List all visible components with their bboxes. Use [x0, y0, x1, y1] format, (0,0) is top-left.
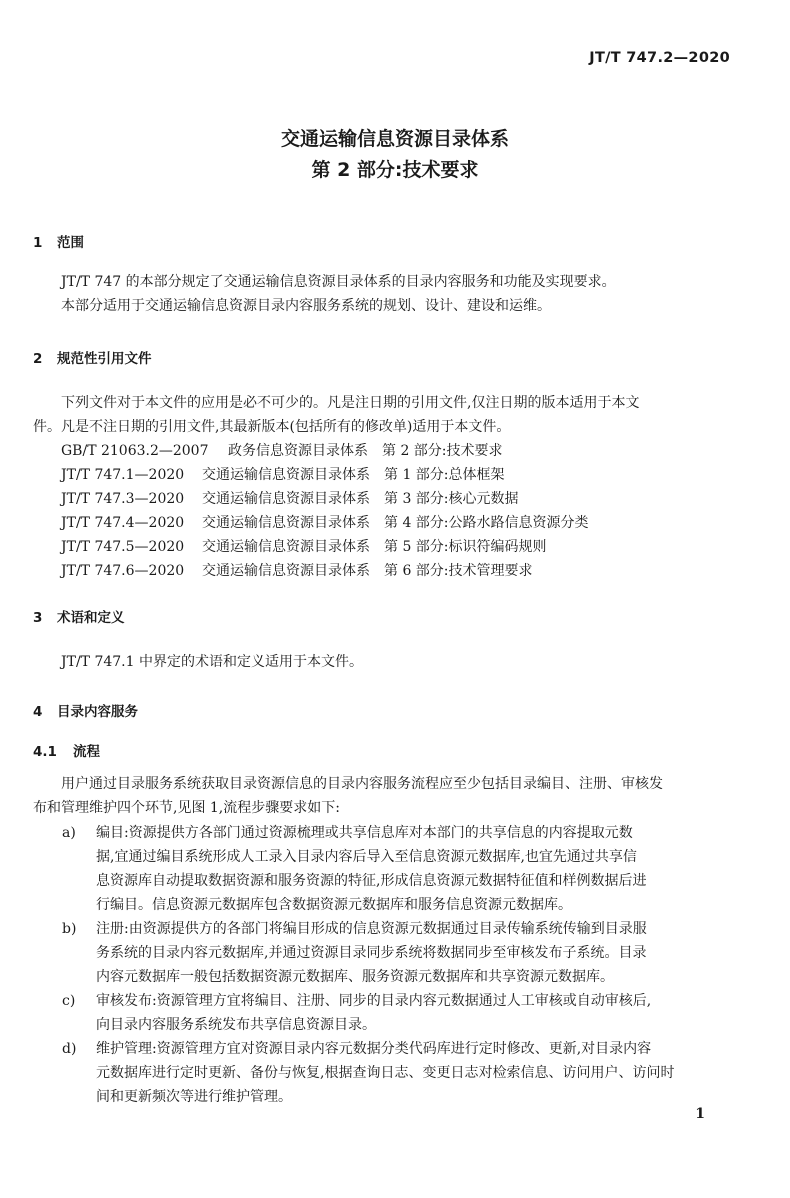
section-number: 1 [33, 235, 43, 251]
process-step-a [62, 821, 742, 917]
reference-item [61, 463, 505, 487]
list-line: 编目:资源提供方各部门通过资源梳理或共享信息库对本部门的共享信息的内容提取元数 [96, 825, 633, 841]
title-line-2: 第 2 部分:技术要求 [311, 159, 479, 181]
reference-item [61, 487, 519, 511]
reference-code: GB/T 21063.2—2007 [61, 443, 209, 459]
reference-item [61, 439, 503, 463]
list-line: 维护管理:资源管理方宜对资源目录内容元数据分类代码库进行定时修改、更新,对目录内容 [96, 1041, 652, 1057]
reference-item [61, 535, 547, 559]
subsection-title: 流程 [73, 744, 100, 760]
process-step-b [62, 917, 742, 989]
section-1-heading [33, 231, 84, 251]
list-label: c) [62, 993, 76, 1009]
scope-paragraph-2: 本部分适用于交通运输信息资源目录内容服务系统的规划、设计、建设和运维。 [61, 298, 551, 314]
list-line: 内容元数据库一般包括数据资源元数据库、服务资源元数据库和共享资源元数据库。 [96, 969, 614, 985]
process-paragraph-line-2: 布和管理维护四个环节,见图 1,流程步骤要求如下: [33, 800, 340, 816]
list-line: 元数据库进行定时更新、备份与恢复,根据查询日志、变更日志对检索信息、访问用户、访问时 [96, 1065, 675, 1081]
list-label: a) [62, 825, 76, 841]
reference-code: JT/T 747.6—2020 [61, 563, 185, 579]
list-label: d) [62, 1041, 77, 1057]
list-label: b) [62, 921, 77, 937]
section-title: 术语和定义 [57, 610, 125, 626]
section-3-heading [33, 606, 125, 626]
reference-title: 交通运输信息资源目录体系 第 4 部分:公路水路信息资源分类 [202, 515, 589, 531]
document-title [0, 124, 790, 186]
reference-code: JT/T 747.1—2020 [61, 467, 185, 483]
process-paragraph-line-1: 用户通过目录服务系统获取目录资源信息的目录内容服务流程应至少包括目录编目、注册、审核发 [61, 776, 663, 792]
reference-title: 交通运输信息资源目录体系 第 6 部分:技术管理要求 [202, 563, 533, 579]
reference-code: JT/T 747.5—2020 [61, 539, 185, 555]
section-title: 范围 [57, 235, 84, 251]
normative-paragraph-line-2: 件。凡是不注日期的引用文件,其最新版本(包括所有的修改单)适用于本文件。 [33, 419, 511, 435]
subsection-4-1-heading [33, 740, 100, 760]
list-line: 审核发布:资源管理方宜将编目、注册、同步的目录内容元数据通过人工审核或自动审核后, [96, 993, 652, 1009]
subsection-number: 4.1 [33, 744, 57, 760]
reference-title: 交通运输信息资源目录体系 第 1 部分:总体框架 [202, 467, 505, 483]
reference-title: 交通运输信息资源目录体系 第 3 部分:核心元数据 [202, 491, 519, 507]
reference-code: JT/T 747.4—2020 [61, 515, 185, 531]
section-title: 目录内容服务 [57, 704, 138, 720]
section-title: 规范性引用文件 [57, 351, 152, 367]
title-line-1: 交通运输信息资源目录体系 [280, 128, 509, 150]
scope-paragraph-1: JT/T 747 的本部分规定了交通运输信息资源目录体系的目录内容服务和功能及实现要求。 [61, 274, 616, 290]
list-line: 向目录内容服务系统发布共享信息资源目录。 [96, 1017, 376, 1033]
list-line: 注册:由资源提供方的各部门将编目形成的信息资源元数据通过目录传输系统传输到目录服 [96, 921, 647, 937]
section-number: 2 [33, 351, 43, 367]
terms-paragraph: JT/T 747.1 中界定的术语和定义适用于本文件。 [61, 654, 363, 670]
standard-number: JT/T 747.2—2020 [589, 50, 730, 66]
reference-title: 交通运输信息资源目录体系 第 5 部分:标识符编码规则 [202, 539, 547, 555]
reference-code: JT/T 747.3—2020 [61, 491, 185, 507]
list-line: 行编目。信息资源元数据库包含数据资源元数据库和服务信息资源元数据库。 [96, 897, 572, 913]
process-step-d [62, 1037, 742, 1109]
reference-title: 政务信息资源目录体系 第 2 部分:技术要求 [228, 443, 503, 459]
reference-item [61, 511, 589, 535]
list-line: 据,宜通过编目系统形成人工录入目录内容后导入至信息资源元数据库,也宜先通过共享信 [96, 849, 637, 865]
section-number: 3 [33, 610, 43, 626]
page-number: 1 [695, 1106, 705, 1122]
section-number: 4 [33, 704, 43, 720]
normative-paragraph-line-1: 下列文件对于本文件的应用是必不可少的。凡是注日期的引用文件,仅注日期的版本适用于本文 [61, 395, 640, 411]
list-line: 务系统的目录内容元数据库,并通过资源目录同步系统将数据同步至审核发布子系统。目录 [96, 945, 647, 961]
list-line: 息资源库自动提取数据资源和服务资源的特征,形成信息资源元数据特征值和样例数据后进 [96, 873, 647, 889]
section-4-heading [33, 700, 138, 720]
section-2-heading [33, 347, 152, 367]
process-step-c [62, 989, 742, 1037]
reference-item [61, 559, 533, 583]
list-line: 间和更新频次等进行维护管理。 [96, 1089, 292, 1105]
